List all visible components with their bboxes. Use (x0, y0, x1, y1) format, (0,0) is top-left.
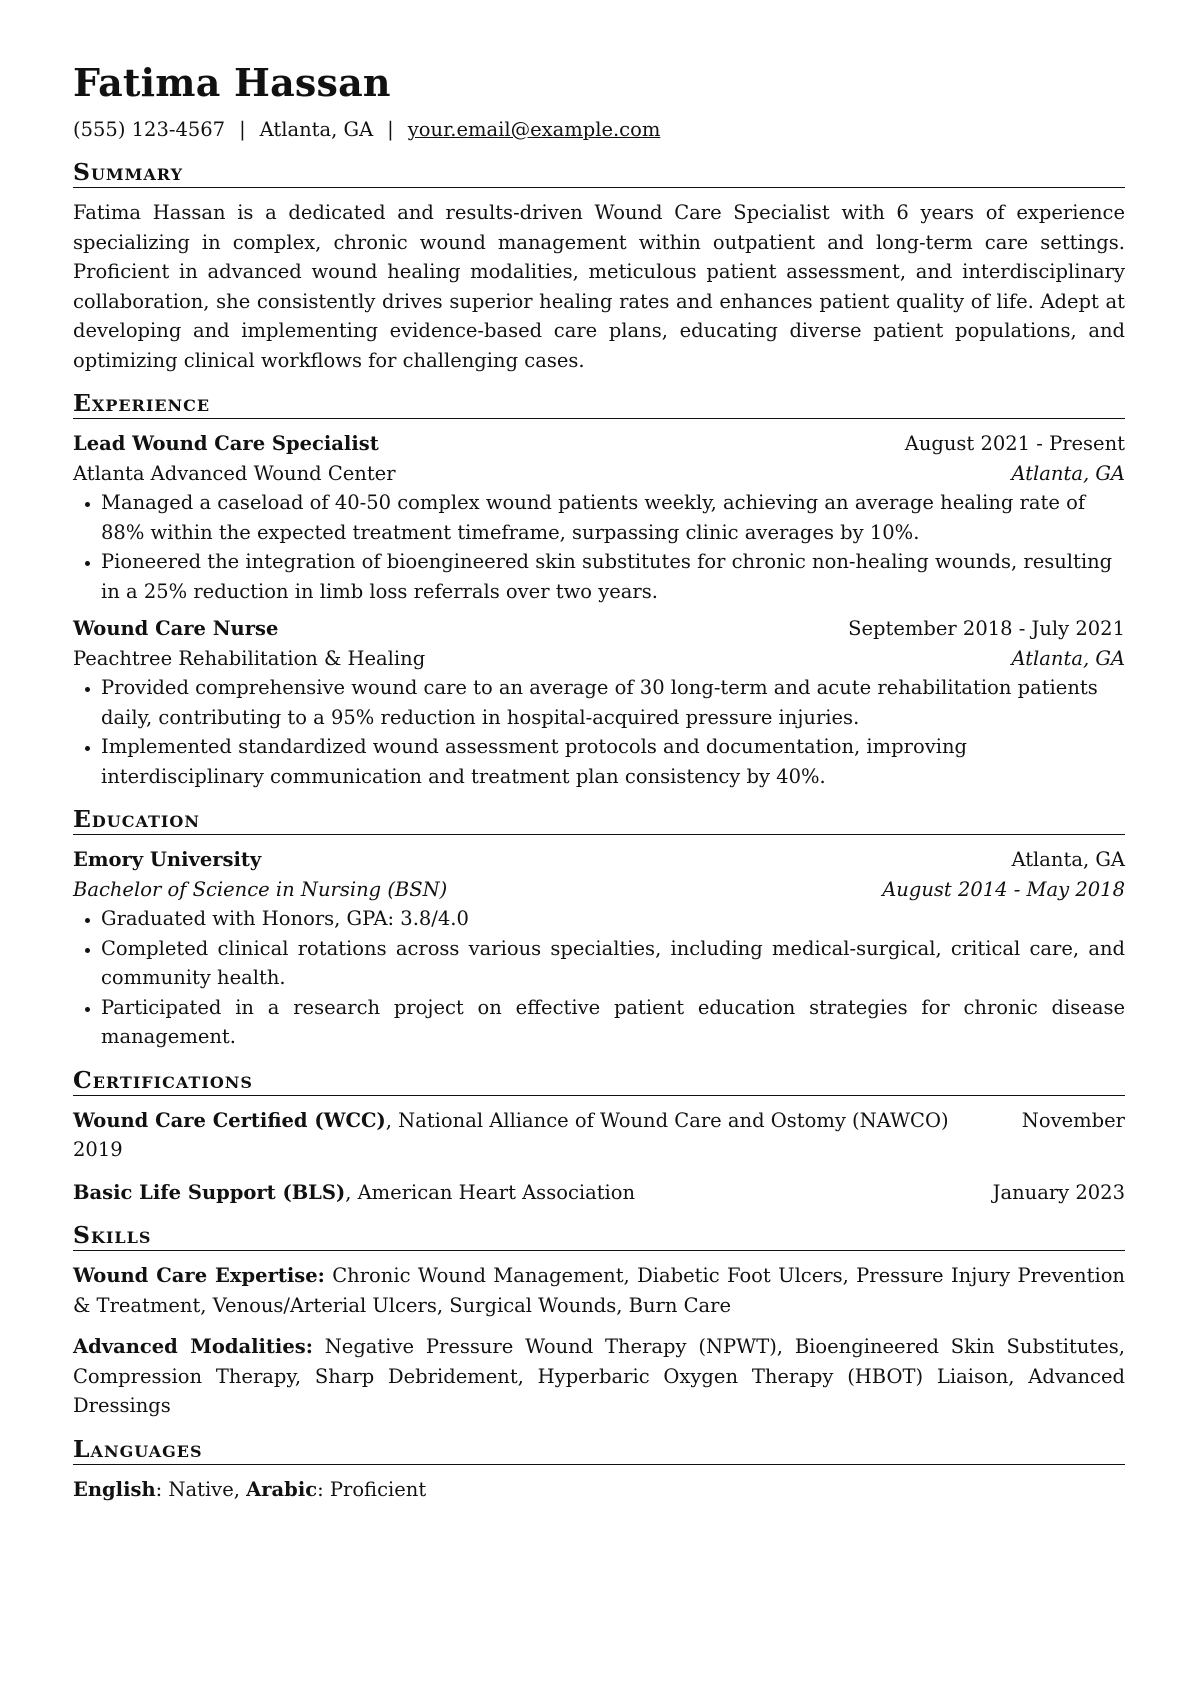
skill-group-text: Chronic Wound Management, Diabetic Foot Ulcers, Pressure Injury Prevention & Treatment, Venous/Arterial Ulcers, Surgical Wounds, Burn Care (73, 1264, 1125, 1317)
employer-name: Atlanta Advanced Wound Center (73, 461, 396, 485)
language-level: : Proficient (317, 1477, 427, 1501)
skill-group-label: Advanced Modalities: (73, 1335, 313, 1358)
school-location: Atlanta, GA (1011, 848, 1125, 871)
bullet-item: • Implemented standardized wound assessment protocols and documentation, improving interdisciplinary communication and treatment plan consistency by 40%. (101, 732, 1125, 791)
skill-group (73, 1261, 1125, 1320)
certification-issuer: , National Alliance of Wound Care and Ostomy (NAWCO) (385, 1108, 949, 1132)
contact-line (73, 116, 1125, 144)
section-title-skills: Skills (73, 1221, 1125, 1251)
contact-separator: | (239, 118, 246, 141)
education-dates: August 2014 - May 2018 (882, 877, 1125, 901)
job-bullets (73, 673, 1125, 791)
education-section (73, 805, 1125, 1052)
bullet-item: • Managed a caseload of 40-50 complex wound patients weekly, achieving an average healing rate of 88% within the expected treatment timeframe, surpassing clinic averages by 10%. (101, 488, 1125, 547)
certification-date: January 2023 (992, 1180, 1125, 1204)
job-title: Wound Care Nurse (73, 617, 279, 640)
skill-group (73, 1332, 1125, 1421)
summary-text: Fatima Hassan is a dedicated and results-driven Wound Care Specialist with 6 years of experience specializing in complex, chronic wound management within outpatient and long-term care settings. Proficient in advanced wound healing modalities, meticulous patient assessment, and interdisciplinary collaboration, she consistently drives superior healing rates and enhances patient quality of life. Adept at developing and implementing evidence-based care plans, educating diverse patient populations, and optimizing clinical workflows for challenging cases. (73, 201, 1125, 372)
skill-group-label: Wound Care Expertise: (73, 1264, 325, 1287)
school-name: Emory University (73, 848, 262, 871)
job-dates: September 2018 - July 2021 (848, 617, 1125, 640)
certification-issuer: , American Heart Association (345, 1180, 636, 1204)
location-text: Atlanta, GA (259, 118, 374, 141)
contact-separator: | (387, 118, 394, 141)
certification-name: Basic Life Support (BLS) (73, 1180, 346, 1204)
job-location: Atlanta, GA (1011, 461, 1125, 485)
bullet-item: • Completed clinical rotations across various specialties, including medical-surgical, critical care, and community health. (101, 934, 1125, 993)
section-title-experience: Experience (73, 389, 1125, 419)
certification-name: Wound Care Certified (WCC) (73, 1108, 386, 1132)
summary-section (73, 158, 1125, 375)
education-bullets (73, 904, 1125, 1052)
certification-item (73, 1178, 1125, 1208)
section-title-certifications: Certifications (73, 1066, 1125, 1096)
section-title-education: Education (73, 805, 1125, 835)
skill-group-text: Negative Pressure Wound Therapy (NPWT), Bioengineered Skin Substitutes, Compression Therapy, Sharp Debridement, Hyperbaric Oxygen Therapy (HBOT) Liaison, Advanced Dressings (73, 1335, 1125, 1417)
bullet-item: • Provided comprehensive wound care to an average of 30 long-term and acute rehabilitation patients daily, contributing to a 95% reduction in hospital-acquired pressure injuries. (101, 673, 1125, 732)
languages-line (73, 1475, 1125, 1505)
certification-item (73, 1106, 1125, 1165)
section-title-languages: Languages (73, 1435, 1125, 1465)
language-name: Arabic (246, 1477, 318, 1501)
resume-page (73, 60, 1125, 1504)
languages-section (73, 1435, 1125, 1505)
degree-name: Bachelor of Science in Nursing (BSN) (73, 877, 448, 901)
job-title: Lead Wound Care Specialist (73, 432, 379, 455)
job-dates: August 2021 - Present (904, 432, 1125, 455)
section-title-summary: Summary (73, 158, 1125, 188)
phone-number: (555) 123-4567 (73, 118, 226, 141)
email-link[interactable]: your.email@example.com (407, 118, 661, 141)
bullet-item: • Pioneered the integration of bioengineered skin substitutes for chronic non-healing wounds, resulting in a 25% reduction in limb loss referrals over two years. (101, 547, 1125, 606)
experience-entry (73, 429, 1125, 606)
certification-date-year: 2019 (73, 1138, 123, 1161)
job-bullets (73, 488, 1125, 606)
bullet-item: • Graduated with Honors, GPA: 3.8/4.0 (101, 904, 1125, 934)
candidate-name: Fatima Hassan (73, 60, 391, 105)
job-location: Atlanta, GA (1011, 646, 1125, 670)
certification-date: November (1021, 1108, 1125, 1132)
experience-section (73, 389, 1125, 791)
bullet-item: • Participated in a research project on effective patient education strategies for chronic disease management. (101, 993, 1125, 1052)
skills-section (73, 1221, 1125, 1421)
experience-entry (73, 614, 1125, 791)
language-level: : Native, (155, 1477, 247, 1501)
employer-name: Peachtree Rehabilitation & Healing (73, 646, 426, 670)
language-name: English (73, 1477, 156, 1501)
certifications-section (73, 1066, 1125, 1208)
